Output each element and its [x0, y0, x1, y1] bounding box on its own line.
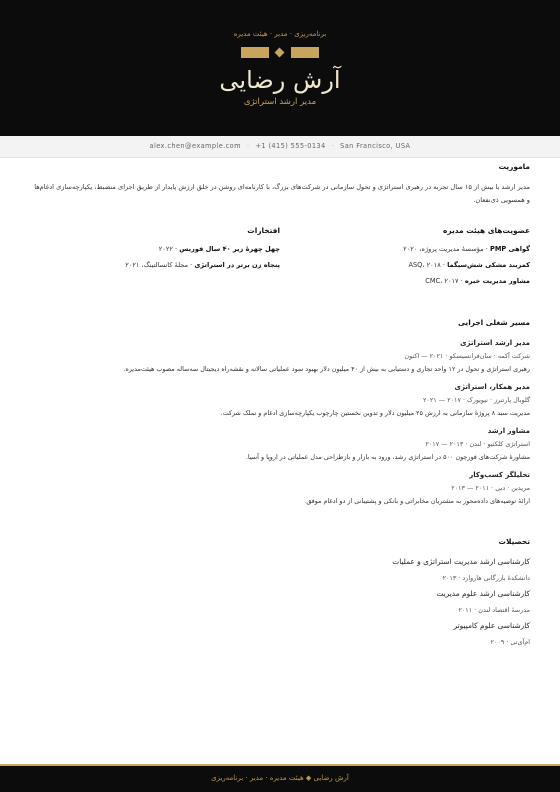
board-column [290, 226, 530, 289]
honors-heading: افتخارات [247, 226, 280, 235]
honors-column [40, 226, 280, 273]
board-heading: عضویت‌های هیئت مدیره [443, 226, 530, 235]
diamond-icon [275, 48, 285, 58]
header-ornament [241, 47, 319, 58]
job-entry [30, 337, 530, 375]
contact-separator: · [246, 142, 250, 150]
job-desc: رهبری استراتژی و تحول در ۱۲ واحد تجاری و دستیابی به بیش از ۴۰ میلیون دلار بهبود سود عملیاتی سالانه و نقشه‌راه دیجیتال سه‌ساله مصوب هیئت‌مدیره. [123, 365, 530, 373]
job-meta: گلوبال پارتنرز · نیویورک · ۲۰۱۷ — ۲۰۲۱ [422, 396, 530, 404]
job-desc: ارائهٔ توصیه‌های داده‌محور به مشتریان مخابراتی و بانکی و پشتیبانی از دو ادغام موفق. [304, 497, 530, 505]
person-title: مدیر ارشد استراتژی [243, 97, 317, 107]
honor-item: چهل چهرهٔ زیر ۴۰ سال فوربس · ۲۰۲۲ [158, 245, 280, 253]
job-entry [30, 425, 530, 463]
job-role: مدیر ارشد استراتژی [460, 339, 530, 347]
contact-location: San Francisco, USA [340, 142, 411, 150]
contact-phone[interactable]: +1 (415) 555-0134 [255, 142, 326, 150]
footer-text: آرش رضایی ◆ هیئت مدیره · مدیر · برنامه‌ریزی [211, 774, 349, 782]
contact-separator: · [331, 142, 335, 150]
job-desc: مدیریت سبد ۸ پروژهٔ سازمانی به ارزش ۲۵ میلیون دلار و تدوین نخستین چارچوب یکپارچه‌سازی ادغام و تملک شرکت. [220, 409, 530, 417]
experience-section [30, 318, 530, 507]
mission-heading: ماموریت [498, 162, 530, 171]
job-entry [30, 469, 530, 507]
footer-band [0, 764, 560, 792]
person-name: آرش رضایی [219, 66, 341, 94]
degree-school: ام‌آی‌تی · ۲۰۰۹ [490, 638, 530, 646]
education-heading: تحصیلات [498, 537, 530, 546]
honor-item: پنجاه زن برتر در استراتژی · مجلهٔ کانسالتینگ، ۲۰۲۱ [125, 261, 280, 269]
header-band [0, 0, 560, 136]
degree-school: دانشکدهٔ بازرگانی هاروارد · ۲۰۱۳ [442, 574, 530, 582]
job-role: تحلیلگر کسب‌وکار [469, 471, 530, 479]
ornament-bar-right [291, 47, 319, 58]
mission-text: مدیر ارشد با بیش از ۱۵ سال تجربه در رهبری استراتژی و تحول سازمانی در شرکت‌های بزرگ، با کارنامه‌ای روشن در خلق ارزش پایدار از طریق اجرای منضبط، یکپارچه‌سازی ادغام‌ها و همسویی ذی‌نفعان. [34, 183, 530, 204]
board-item: گواهی PMP · مؤسسهٔ مدیریت پروژه، ۲۰۲۰ [403, 245, 530, 253]
header-tagline: برنامه‌ریزی · مدیر · هیئت مدیره [233, 30, 327, 38]
degree-school: مدرسهٔ اقتصاد لندن · ۲۰۱۱ [458, 606, 530, 614]
job-entry [30, 381, 530, 419]
contact-bar [0, 136, 560, 158]
job-meta: شرکت آکمه · سان‌فرانسیسکو · ۲۰۲۱ — اکنون [404, 352, 530, 360]
board-item: کمربند مشکی شش‌سیگما · ASQ، ۲۰۱۸ [408, 261, 530, 269]
experience-heading: مسیر شغلی اجرایی [457, 318, 530, 327]
degree-name: کارشناسی ارشد مدیریت استراتژی و عملیات [392, 557, 530, 566]
education-section [30, 537, 530, 650]
job-meta: استراتژی کلکتیو · لندن · ۲۰۱۳ — ۲۰۱۷ [425, 440, 530, 448]
mission-section [30, 162, 530, 207]
contact-email[interactable]: alex.chen@example.com [149, 142, 241, 150]
degree-name: کارشناسی علوم کامپیوتر [453, 621, 530, 630]
job-role: مشاور ارشد [487, 427, 530, 435]
job-desc: مشاورهٔ شرکت‌های فورچون ۵۰۰ در استراتژی رشد، ورود به بازار و بازطراحی مدل عملیاتی در اروپا و آسیا. [245, 453, 530, 461]
job-meta: مریدین · دبی · ۲۰۱۱ — ۲۰۱۳ [451, 484, 530, 492]
ornament-bar-left [241, 47, 269, 58]
board-item: مشاور مدیریت خبره · CMC، ۲۰۱۷ [425, 277, 530, 285]
job-role: مدیر همکار، استراتژی [454, 383, 530, 391]
degree-name: کارشناسی ارشد علوم مدیریت [436, 589, 530, 598]
